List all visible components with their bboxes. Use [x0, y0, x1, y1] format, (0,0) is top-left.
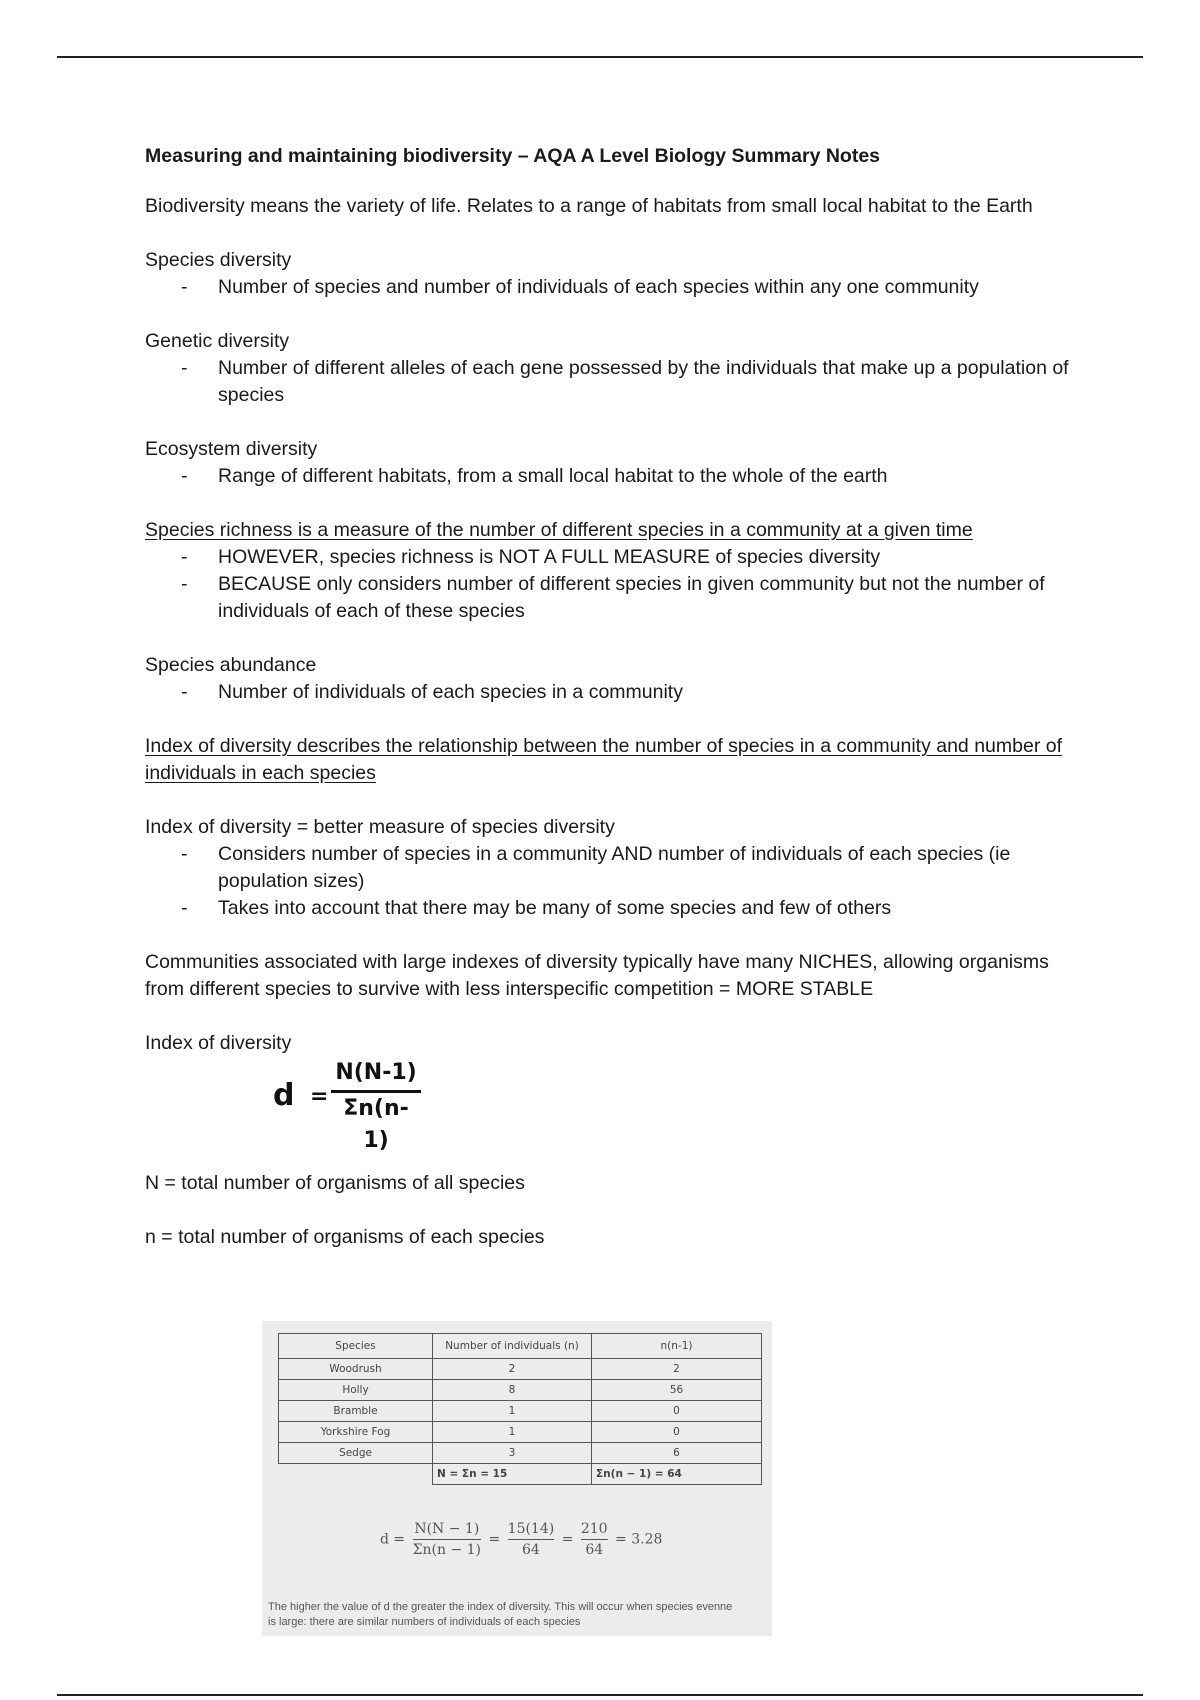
index-better-section [145, 814, 1075, 922]
communities-paragraph: Communities associated with large indexes of diversity typically have many NICHES, allowing organisms from different species to survive with less interspecific competition = MORE STABLE [145, 951, 1049, 1000]
index-better-heading: Index of diversity = better measure of species diversity [145, 816, 615, 838]
list-item: - Range of different habitats, from a small local habitat to the whole of the earth [181, 465, 888, 487]
table-row: Bramble 1 0 [279, 1401, 762, 1422]
formula-block [145, 1057, 1075, 1170]
page-content [145, 143, 1075, 1251]
genetic-diversity-section [145, 328, 1075, 409]
photo-caption: The higher the value of d the greater the index of diversity. This will occur when species evenne is large: there are similar numbers of individuals of each species [268, 1601, 733, 1628]
species-diversity-section [145, 247, 1075, 301]
list-item: - Number of individuals of each species in a community [181, 681, 683, 703]
equation-result: = 3.28 [615, 1531, 663, 1548]
formula-equals: = [310, 1084, 329, 1109]
table-header: Species [279, 1334, 433, 1359]
species-abundance-heading: Species abundance [145, 654, 317, 676]
list-item: - HOWEVER, species richness is NOT A FULL MEASURE of species diversity [181, 546, 881, 568]
intro-paragraph: Biodiversity means the variety of life. Relates to a range of habitats from small local habitat to the Earth [145, 195, 1033, 217]
table-row: Yorkshire Fog 1 0 [279, 1422, 762, 1443]
genetic-diversity-heading: Genetic diversity [145, 330, 290, 352]
index-label: Index of diversity [145, 1032, 292, 1054]
n-definition: n = total number of organisms of each species [145, 1226, 545, 1248]
ecosystem-diversity-section [145, 436, 1075, 490]
equation-fraction: $\frac{15(14)}{64}$ [507, 1521, 555, 1558]
species-richness-section [145, 517, 1075, 625]
ecosystem-diversity-heading: Ecosystem diversity [145, 438, 318, 460]
list-item: - Takes into account that there may be many of some species and few of others [181, 897, 892, 919]
table-header: n(n-1) [592, 1334, 762, 1359]
formula-fraction [331, 1057, 421, 1157]
formula-denominator: Σn(n-1) [343, 1096, 409, 1153]
index-definition: Index of diversity describes the relationship between the number of species in a community and number of individuals in each species [145, 735, 1062, 784]
N-definition: N = total number of organisms of all species [145, 1172, 525, 1194]
equation-fraction: $\frac{N(N - 1)}{\Sigma n(n - 1)}$ [412, 1521, 482, 1558]
list-item: - BECAUSE only considers number of different species in given community but not the number of individuals of each of these species [181, 573, 1045, 622]
table-row: Holly 8 56 [279, 1380, 762, 1401]
page-title: Measuring and maintaining biodiversity – AQA A Level Biology Summary Notes [145, 145, 881, 167]
bottom-rule [57, 1694, 1143, 1696]
list-item: - Number of different alleles of each gene possessed by the individuals that make up a population of species [181, 357, 1069, 406]
sum-nn-cell: Σn(n − 1) = 64 [592, 1464, 762, 1485]
table-sum-row [279, 1464, 762, 1485]
species-abundance-section [145, 652, 1075, 706]
species-richness-heading: Species richness is a measure of the number of different species in a community at a given time [145, 519, 973, 541]
top-rule [57, 56, 1143, 58]
list-item: - Considers number of species in a community AND number of individuals of each species (ie population sizes) [181, 843, 1011, 892]
species-diversity-heading: Species diversity [145, 249, 292, 271]
formula-lhs: d [273, 1078, 295, 1113]
table-row: Sedge 3 6 [279, 1443, 762, 1464]
equation-fraction: $\frac{210}{64}$ [580, 1521, 608, 1558]
table-row: Woodrush 2 2 [279, 1359, 762, 1380]
worked-example-photo [262, 1321, 772, 1636]
list-item: - Number of species and number of individuals of each species within any one community [181, 276, 979, 298]
formula-numerator: N(N-1) [331, 1057, 421, 1093]
sum-n-cell: N = Σn = 15 [433, 1464, 592, 1485]
table-header: Number of individuals (n) [433, 1334, 592, 1359]
species-table [278, 1333, 762, 1485]
worked-equation: d = $\frac{N(N - 1)}{\Sigma n(n - 1)}$ = $\frac{15(14)}{64}$ = $\frac{210}{64}$ = 3.28 [380, 1521, 663, 1558]
